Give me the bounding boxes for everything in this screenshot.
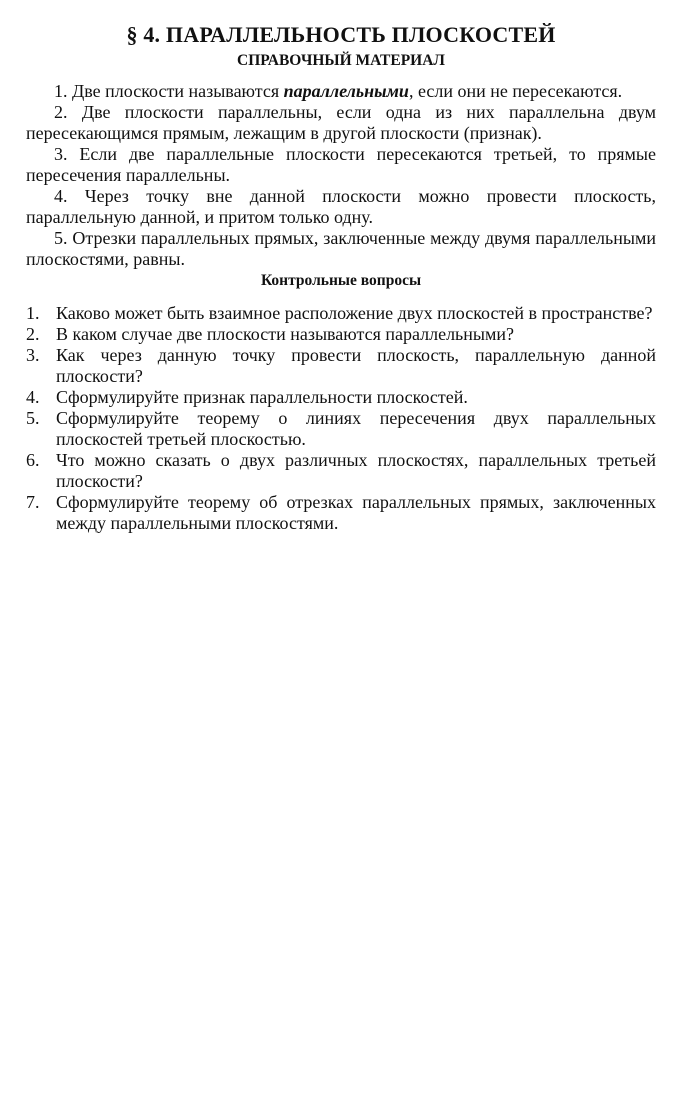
question-item xyxy=(26,303,656,324)
question-item xyxy=(26,345,656,387)
reference-item xyxy=(26,228,656,270)
reference-item-text: , если они не пересекаются. xyxy=(408,81,623,101)
question-text: Каково может быть взаимное расположение двух плоскостей в пространстве? xyxy=(56,303,653,323)
reference-item-text: Если две параллельные плоскости пересекаются третьей, то прямые пересечения параллельны. xyxy=(26,144,656,185)
reference-item-number: 2. xyxy=(54,102,68,122)
question-text: Сформулируйте теорему об отрезках параллельных прямых, заключенных между параллельными плоскостями. xyxy=(56,492,656,533)
reference-list xyxy=(26,81,656,270)
question-number: 4. xyxy=(26,387,40,407)
reference-item-number: 3. xyxy=(54,144,68,164)
reference-item-number: 4. xyxy=(54,186,68,206)
question-text: Сформулируйте теорему о линиях пересечения двух параллельных плоскостей третьей плоскостью. xyxy=(56,408,656,449)
question-text: Что можно сказать о двух различных плоскостях, параллельных третьей плоскости? xyxy=(56,450,656,491)
reference-item-text: Две плоскости параллельны, если одна из них параллельна двум пересекающимся прямым, лежащим в другой плоскости (признак). xyxy=(26,102,657,143)
question-item xyxy=(26,450,656,492)
question-number: 2. xyxy=(26,324,40,344)
question-number: 1. xyxy=(26,303,40,323)
question-item xyxy=(26,408,656,450)
question-text: В каком случае две плоскости называются параллельными? xyxy=(56,324,515,344)
question-number: 6. xyxy=(26,450,40,470)
reference-item xyxy=(26,144,656,186)
question-number: 3. xyxy=(26,345,40,365)
section-title: § 4. ПАРАЛЛЕЛЬНОСТЬ ПЛОСКОСТЕЙ xyxy=(126,22,556,47)
question-item xyxy=(26,387,656,408)
question-number: 5. xyxy=(26,408,40,428)
page xyxy=(26,20,656,534)
reference-item-number: 5. xyxy=(54,228,68,248)
question-text: Как через данную точку провести плоскость, параллельную данной плоскости? xyxy=(56,345,656,386)
reference-item xyxy=(26,186,656,228)
question-item xyxy=(26,324,656,345)
reference-item-number: 1. xyxy=(54,81,68,101)
questions-heading: Контрольные вопросы xyxy=(260,272,422,289)
question-text: Сформулируйте признак параллельности плоскостей. xyxy=(56,387,468,407)
question-item xyxy=(26,492,656,534)
term-emphasis: параллельными xyxy=(283,81,409,101)
reference-item-text: Через точку вне данной плоскости можно провести плоскость, параллельную данной, и притом только одну. xyxy=(26,186,657,227)
questions-list xyxy=(26,303,656,534)
reference-item-text: Две плоскости называются xyxy=(72,81,280,101)
reference-item xyxy=(26,81,656,102)
question-number: 7. xyxy=(26,492,40,512)
reference-heading: СПРАВОЧНЫЙ МАТЕРИАЛ xyxy=(237,52,445,69)
reference-item-text: Отрезки параллельных прямых, заключенные между двумя параллельными плоскостями, равны. xyxy=(26,228,656,269)
reference-item xyxy=(26,102,656,144)
